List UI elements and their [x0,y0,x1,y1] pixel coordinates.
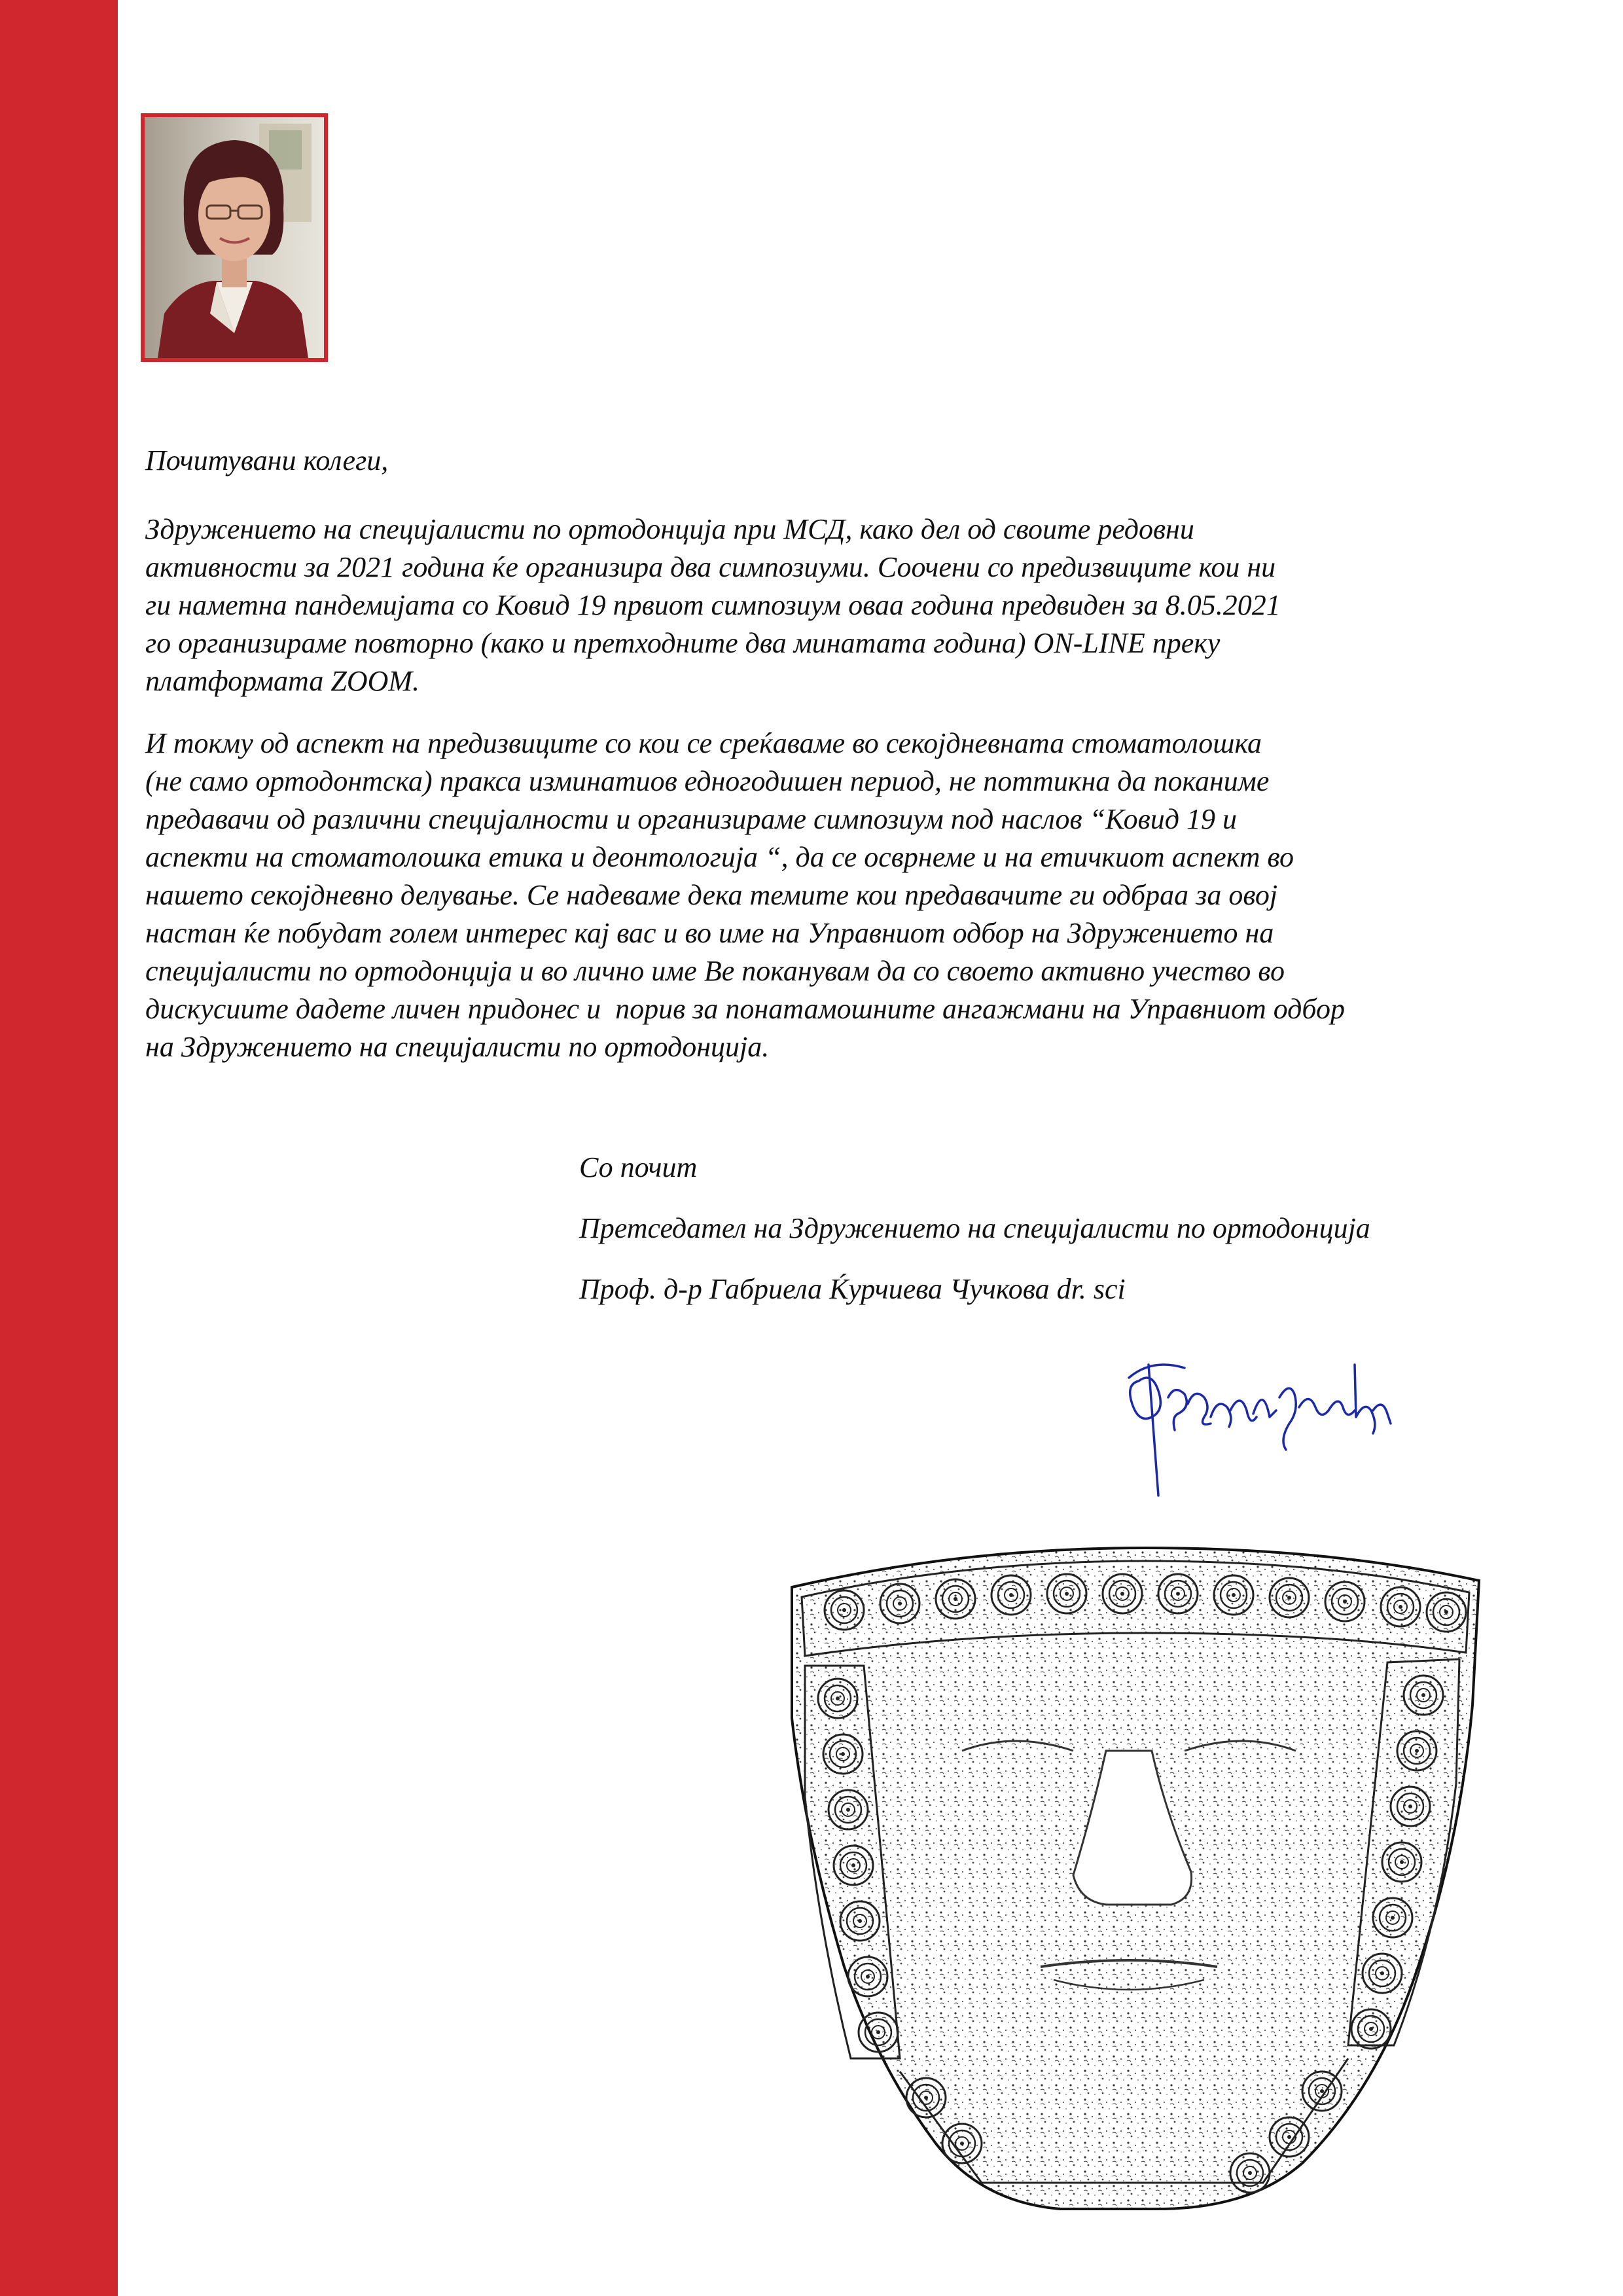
portrait-photo [141,113,328,362]
text-line: на Здружението на специјалисти по ортодонција. [145,1031,770,1063]
text-line: аспекти на стоматолошка етика и деонтологија “, да се осврнеме и на етичкиот аспект во [145,841,1294,873]
text-line: Здружението на специјалисти по ортодонција при МСД, како дел од своите редовни [145,513,1194,545]
text-line: ги наметна пандемијата со Ковид 19 првиот симпозиум оваа година предвиден за 8.05.2021 [145,589,1281,621]
text-line: (не само ортодонтска) пракса изминатиов едногодишен период, не поттикна да поканиме [145,765,1270,797]
red-side-band [0,0,118,2296]
portrait-image [145,117,324,358]
ornamental-mask-icon [766,1535,1492,2215]
text-line: И токму од аспект на предизвиците со кои се среќаваме во секојдневната стоматолошка [145,727,1262,759]
text-line: активности за 2021 година ќе организира два симпозиуми. Соочени со предизвиците кои ни [145,551,1276,583]
closing-block [579,1149,1548,1308]
text-line: специјалисти по ортодонција и во лично име Ве поканувам да со своето активно учество во [145,955,1285,987]
signature-icon [1113,1319,1400,1502]
text-line: настан ќе побудат голем интерес кај вас и во име на Управниот одбор на Здружението на [145,917,1274,949]
text-line: го организираме повторно (како и претходните два минатата година) ON-LINE преку [145,627,1221,659]
signatory-title: Претседател на Здружението на специјалисти по ортодонција [579,1212,1370,1244]
closing-regards: Со почит [579,1151,698,1183]
paragraph-invitation [145,725,1552,1066]
text-line: нашето секојдневно делување. Се надеваме дека темите кои предавачите ги одбраа за овој [145,879,1278,911]
salutation: Почитувани колеги, [145,444,389,476]
text-line: дискусиите дадете личен придонес и порив за понатамошните ангажмани на Управниот одбор [145,993,1345,1025]
text-line: предавачи од различни специјалности и организираме симпозиум под наслов “Ковид 19 и [145,803,1237,835]
signatory-name: Проф. д-р Габриела Ќурчиева Чучкова dr. sci [579,1273,1126,1305]
paragraph-symposia [145,511,1552,700]
text-line: платформата ZOOM. [145,665,420,697]
letter-body [145,442,1552,1090]
